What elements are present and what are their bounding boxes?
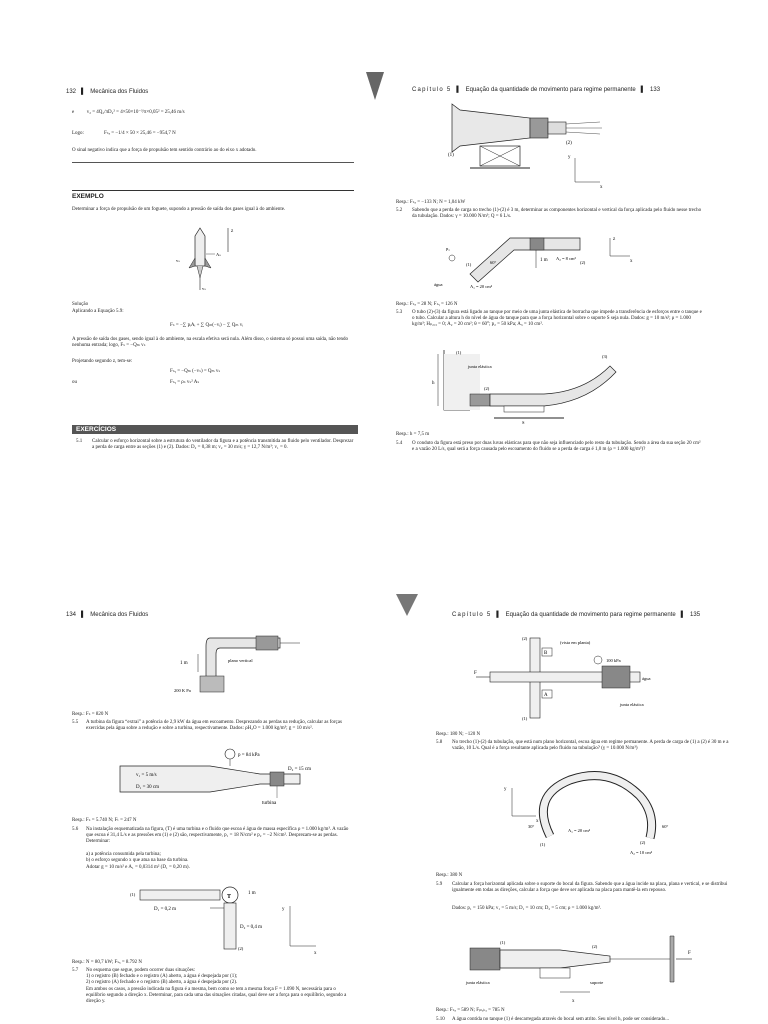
solution-text: Aplicando a Equação 5.9: — [72, 309, 124, 314]
exercises-banner: EXERCÍCIOS — [72, 425, 358, 434]
svg-text:(1): (1) — [540, 842, 546, 847]
answer-text: Resp.: Fₛ = 5.740 N; Fₜ = 247 N — [72, 818, 137, 823]
running-head: Equação da quantidade de movimento para regime permanente — [505, 612, 676, 618]
svg-text:p₁: p₁ — [446, 246, 450, 251]
equation-b: Fₛᵧ = ρₛ vₛ² Aₛ — [170, 380, 200, 385]
section-rule — [72, 162, 354, 163]
turbine-installation-figure — [120, 878, 320, 958]
equation-a: Fₛᵧ = −Qₘ (−vₛ) = Qₘ vₛ — [170, 369, 221, 374]
svg-text:x: x — [572, 999, 575, 1004]
fig-label: turbina — [262, 801, 277, 806]
chapter-label: Capítulo 5 — [412, 87, 452, 93]
running-head: Mecânica dos Fluidos — [90, 89, 149, 95]
answer-text: Resp.: Fₛ = 820 N — [72, 712, 109, 717]
nozzle-plate-figure — [460, 926, 710, 1006]
page-number: 134 — [66, 612, 77, 618]
svg-text:(2): (2) — [580, 260, 586, 265]
svg-text:y: y — [504, 787, 507, 792]
fig-label: água — [434, 282, 443, 287]
fig-label: plano vertical — [228, 658, 253, 663]
fig-label: A₂ = 8 cm² — [556, 256, 576, 261]
fan-figure — [440, 96, 630, 196]
fig-label: (vista em planta) — [560, 640, 591, 645]
elbow-pipe-figure — [170, 632, 330, 702]
solution-equation: Fₛ = −∑ pᵢAᵢ + ∑ Qₘ(−vᵢ) − ∑ Qₘ vᵢ — [170, 323, 244, 328]
svg-text:1 m: 1 m — [180, 661, 188, 666]
exercise-number: 5.7 — [72, 968, 79, 973]
fig-label: p = 84 kPa — [238, 753, 260, 758]
fig-label: D₁ = 30 cm — [136, 785, 160, 790]
exercise-number: 5.10 — [436, 1017, 445, 1022]
fig-label: A₂ = 10 cm² — [630, 850, 653, 855]
page-number: 135 — [690, 612, 701, 618]
answer-text: Resp.: Fₛₓ = 28 N; Fₛᵧ = 126 N — [396, 302, 458, 307]
fig-label: 30° — [528, 824, 535, 829]
chapter-label: Capítulo 5 — [452, 612, 492, 618]
plan-view-figure — [470, 632, 690, 724]
projection-text: Projetando segundo z, tem-se: — [72, 359, 133, 364]
exercise-number: 5.8 — [436, 740, 443, 745]
page-number: 132 — [66, 89, 77, 95]
fig-label: D₂ = 15 cm — [288, 767, 312, 772]
exemplo-title: EXEMPLO — [72, 193, 104, 200]
exercise-text: A água contida no tanque (1) é descarregada através do bocal sem atrito. Seu nível h, pode ser considerado... — [452, 1017, 670, 1022]
svg-text:x: x — [314, 951, 317, 956]
page-header: Capítulo 5 ▌ Equação da quantidade de movimento para regime permanente ▌ 135 — [452, 612, 701, 618]
svg-text:T: T — [227, 894, 232, 900]
turbine-reduction-figure — [110, 746, 330, 806]
fig-label: A₁ = 20 cm² — [470, 284, 493, 289]
answer-text: Resp.: Fₛₓ = 589 N; Fₚₗₐₖₐ = 785 N — [436, 1008, 505, 1013]
page-fold-shadow — [392, 592, 422, 622]
solution-paragraph: A pressão de saída dos gases, sendo igual à do ambiente, na escala efetiva será nula. Além disso, o sistema só possui uma saída, não tendo nenhuma entrada; logo, Fₛ = −Qₘ vₛ — [72, 337, 350, 349]
fig-label: A₁ = 20 cm² — [568, 828, 591, 833]
svg-text:Aₛ: Aₛ — [216, 252, 221, 257]
page-header: 132 ▌ Mecânica dos Fluidos — [66, 89, 149, 95]
answer-text: Resp.: N = 80,7 kW; Fₛₓ = 8.792 N — [72, 960, 143, 965]
exercise-number: 5.9 — [436, 882, 443, 887]
fig-label: D₁ = 0,2 m — [154, 907, 177, 912]
svg-text:(2): (2) — [484, 386, 490, 391]
exercise-number: 5.2 — [396, 208, 403, 213]
svg-text:F: F — [474, 671, 477, 676]
page-fold-shadow — [360, 70, 390, 110]
equation-v2: e v₂ = 4Q₂/πD₂² = 4×50×10⁻³/π×0,05² = 25,46 m/s — [72, 110, 185, 115]
page-header: 134 ▌ Mecânica dos Fluidos — [66, 612, 149, 618]
svg-text:(2): (2) — [592, 944, 598, 949]
rocket-figure — [160, 222, 250, 302]
page-number: 133 — [650, 87, 661, 93]
fig-label: junta elástica — [620, 702, 644, 707]
svg-text:60°: 60° — [490, 260, 497, 265]
exercise-text: O conduto da figura está preso por duas luvas elásticas para que não seja influenciado pelo resto da tubulação. Sendo a área da sua seção 20 cm² e a vazão 20 L/s, qual será a força causada pelo escoamento do fluido se a perda de carga é 1,0 m (ρ = 1.000 kg/m³)? — [412, 441, 702, 453]
fig-label: junta elástica — [466, 980, 490, 985]
exercise-text: No trecho (1)-(2) da tubulação, que está num plano horizontal, escoa água em regime permanente. A perda de carga de (1) a (2) é 30 m e a vazão, 10 L/s. Qual é a força resultante aplicada pelo fluido na tubulação? (γ = 10.000 N/m³) — [452, 740, 730, 752]
exercise-text: O tubo (2)-(3) da figura está ligado ao tanque por meio de uma junta elástica de borracha que impede a transferência de esforços entre o tanque e o tubo. Calcular a altura h do nível de água do tanque para que a força horizontal sobre o suporte S seja nula. Dados: g = 10 m/s²; ρ = 1.000 kg/m³; Hₚ₂,₃ = 0; A₂ = 20 cm²; θ = 60°; p₂ = 50 kPa; A₃ = 10 cm². — [412, 310, 704, 328]
svg-text:x: x — [600, 185, 603, 190]
fig-label: água — [642, 676, 651, 681]
fig-label: D₂ = 0,4 m — [240, 925, 263, 930]
svg-text:A: A — [544, 693, 548, 698]
curved-pipe-figure — [490, 766, 710, 866]
exercise-text: Sabendo que a perda de carga no trecho (1)-(2) é 3 m, determinar as componentes horizontal e vertical da força aplicada pelo fluido nesse trecho da tubulação. Dados: γ = 10.000 N/m³; Q = 6 L/s. — [412, 208, 703, 220]
svg-text:(2): (2) — [640, 840, 646, 845]
answer-text: Resp.: 180 N; −120 N — [436, 732, 481, 737]
answer-text: Resp.: Fₛₓ = −133 N; N = 1,04 kW — [396, 200, 466, 205]
fig-label: suporte — [590, 980, 604, 985]
exercise-number: 5.3 — [396, 310, 403, 315]
svg-text:S: S — [522, 420, 525, 425]
svg-text:(1): (1) — [456, 350, 462, 355]
running-head: Mecânica dos Fluidos — [90, 612, 149, 618]
svg-text:h: h — [432, 381, 435, 386]
exercise-item: a) a potência consumida pela turbina; — [86, 852, 161, 857]
exercise-number: 5.6 — [72, 827, 79, 832]
svg-text:z: z — [231, 229, 234, 234]
svg-text:y: y — [568, 155, 571, 160]
svg-text:y: y — [282, 907, 285, 912]
page-header: Capítulo 5 ▌ Equação da quantidade de movimento para regime permanente ▌ 133 — [412, 87, 661, 93]
exemplo-text: Determinar a força de propulsão de um foguete, supondo a pressão de saída dos gases igual à do ambiente. — [72, 207, 286, 212]
pipe-bend-figure — [430, 228, 640, 300]
exemplo-rule — [72, 190, 354, 191]
fig-label: 100 kPa — [606, 658, 621, 663]
svg-text:(2): (2) — [566, 141, 572, 146]
exercise-item: Adotar g = 10 m/s² e A₁ = 0,0314 m² (D₁ = 0,20 m). — [86, 865, 190, 870]
svg-text:z: z — [613, 237, 616, 242]
svg-text:B: B — [544, 651, 548, 656]
fig-label: junta elástica — [468, 364, 492, 369]
svg-text:vₛ: vₛ — [202, 286, 206, 291]
exercise-item: b) o esforço segundo x que atua na base da turbina. — [86, 858, 189, 863]
svg-text:(1): (1) — [522, 716, 528, 721]
svg-text:1 m: 1 m — [540, 258, 548, 263]
svg-text:(1): (1) — [466, 262, 472, 267]
svg-text:(2): (2) — [238, 946, 244, 951]
running-head: Equação da quantidade de movimento para regime permanente — [465, 87, 636, 93]
svg-text:(1): (1) — [500, 940, 506, 945]
fig-label: 60° — [662, 824, 669, 829]
equation-logo: Logo: Fₛₓ = −1/4 × 50 × 25,46 = −954,7 N — [72, 131, 176, 136]
exercise-data: Dados: p₁ = 150 kPa; v₁ = 5 m/s; D₁ = 10 cm; D₂ = 5 cm; ρ = 1.000 kg/m³. — [452, 906, 602, 911]
exercise-text: A turbina da figura “extrai” a potência de 2,9 kW da água em escoamento. Desprezando as perdas na redução, calcular as forças exercidas pela água sobre a redução e sobre a turbina, respectivamente. Dados: ρH₂O = 1.000 kg/m³; g = 10 m/s². — [86, 720, 344, 732]
exercise-text: Calcular a força horizontal aplicada sobre o suporte do bocal da figura. Sabendo que a água incide na placa, plana e vertical, e se distribui igualmente em todas as direções, calcular a força que deve ser aplicada na placa para mantê-la em repouso. — [452, 882, 729, 894]
exercise-text: No esquema que segue, podem ocorrer duas situações: 1) o registro (B) fechado e o registro (A) aberto, a água é despejada por (1); 2) o registro (A) fechado e o registro (B) aberto, a água é despejada por (2). Em ambos os casos, a pressão indicada na figura é a mesma, bem como se tem a mesma força F = 1.090 N, necessária para o equilíbrio segundo a direção x. Determinar, para cada uma das situações citadas, qual deve ser a força para o equilíbrio, segundo a direção y. — [86, 968, 347, 1005]
svg-text:(3): (3) — [602, 354, 608, 359]
exercise-number: 5.1 — [76, 439, 83, 444]
fig-label: F — [688, 951, 691, 956]
exercise-text: Calcular o esforço horizontal sobre a estrutura do ventilador da figura e a potência transmitida ao fluido pelo ventilador. Desprezar a perda de carga entre as seções (1) e (2). Dados: D₂ = 0,38 m; v₂ = 30 m/s; γ = 12,7 N/m³; v₁ = 0. — [92, 439, 355, 451]
svg-text:vₛ: vₛ — [176, 258, 180, 263]
fig-label: 1 m — [248, 891, 256, 896]
fig-label: 200 K Pa — [174, 688, 191, 693]
solution-title: Solução — [72, 302, 89, 307]
svg-text:(2): (2) — [522, 636, 528, 641]
svg-text:x: x — [536, 819, 539, 824]
tank-pipe-figure — [424, 344, 624, 426]
answer-text: Resp.: 380 N — [436, 873, 463, 878]
exercise-number: 5.5 — [72, 720, 79, 725]
svg-text:(1): (1) — [130, 892, 136, 897]
exercise-text: Na instalação esquematizada na figura, (T) é uma turbina e o fluido que escoa é água de massa específica ρ = 1.000 kg/m³. A vazão que escoa é 31,4 L/s e as pressões em (1) e (2) são, respectivamente, p₁ = 18 N/cm² e p₂ = −2 N/cm². Desprezam-se as perdas. Determinar: — [86, 827, 350, 845]
exercise-number: 5.4 — [396, 441, 403, 446]
svg-text:x: x — [630, 259, 633, 264]
equation-or: ou — [72, 380, 77, 385]
answer-text: Resp.: h = 7,5 m — [396, 432, 430, 437]
svg-text:(1): (1) — [448, 153, 454, 158]
fig-label: v₁ = 5 m/s — [136, 773, 157, 778]
sign-note: O sinal negativo indica que a força de propulsão tem sentido contrário ao do eixo x adotado. — [72, 148, 257, 153]
